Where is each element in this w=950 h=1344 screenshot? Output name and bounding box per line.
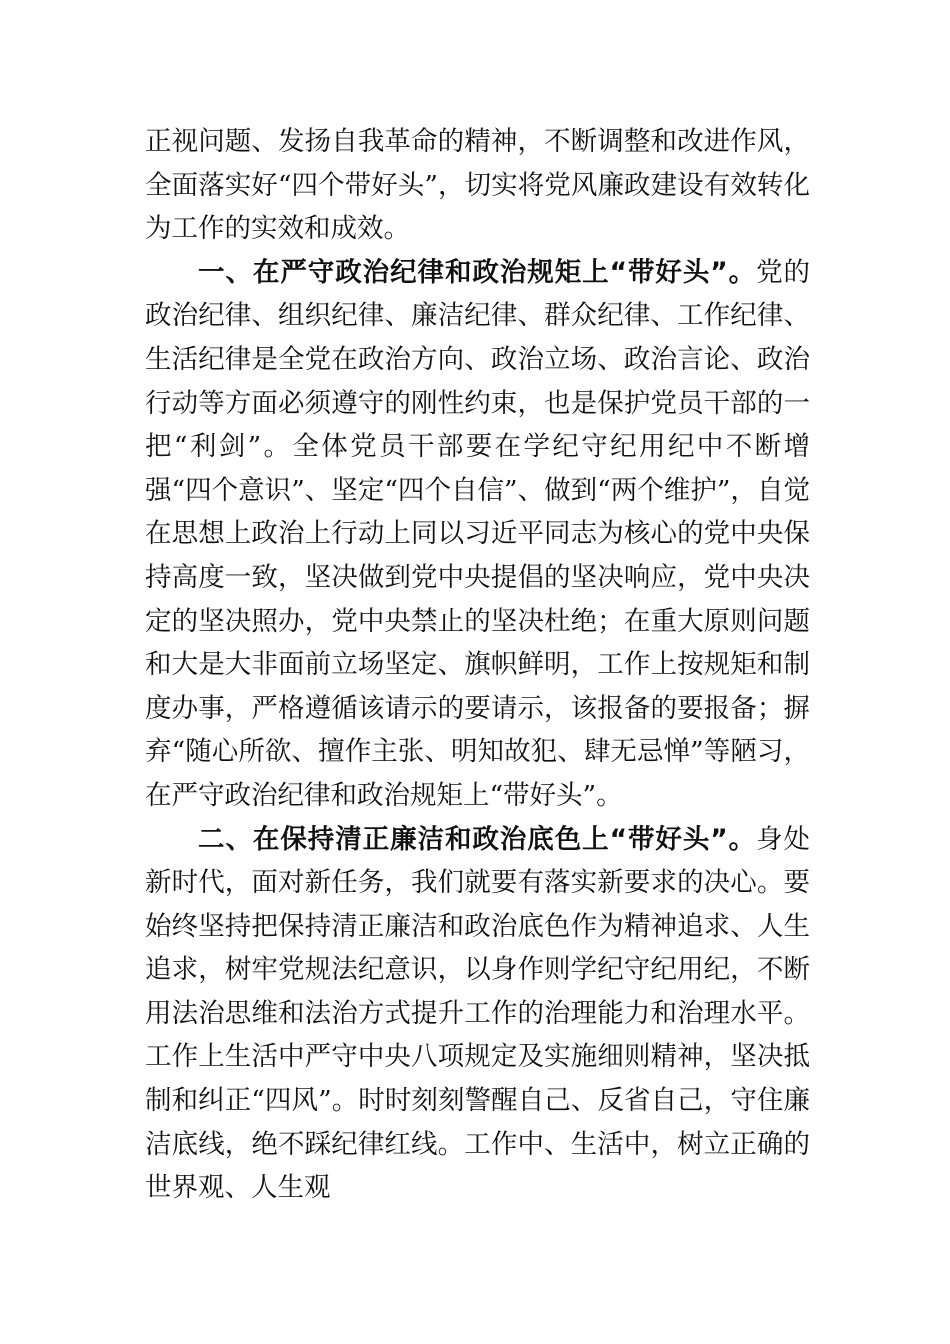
paragraph-continuation (145, 120, 810, 251)
paragraph-text: 党的政治纪律、组织纪律、廉洁纪律、群众纪律、工作纪律、生活纪律是全党在政治方向、政治立场、政治言论、政治行动等方面必须遵守的刚性约束，也是保护党员干部的一把“利剑”。全体党员干部要在学纪守纪用纪中不断增强“四个意识”、坚定“四个自信”、做到“两个维护”，自觉在思想上政治上行动上同以习近平同志为核心的党中央保持高度一致，坚决做到党中央提倡的坚决响应，党中央决定的坚决照办，党中央禁止的坚决杜绝；在重大原则问题和大是大非面前立场坚定、旗帜鲜明，工作上按规矩和制度办事，严格遵循该请示的要请示，该报备的要报备；摒弃“随心所欲、擅作主张、明知故犯、肆无忌惮”等陋习，在严守政治纪律和政治规矩上“带好头”。 (145, 256, 811, 811)
paragraph-section-one (145, 251, 810, 818)
paragraph-section-two (145, 818, 810, 1210)
section-heading: 一、在严守政治纪律和政治规矩上“带好头”。 (198, 256, 757, 288)
document-body (145, 120, 810, 1210)
paragraph-text: 正视问题、发扬自我革命的精神，不断调整和改进作风，全面落实好“四个带好头”，切实将党风廉政建设有效转化为工作的实效和成效。 (145, 126, 810, 245)
section-heading: 二、在保持清正廉洁和政治底色上“带好头”。 (198, 823, 757, 855)
paragraph-text: 身处新时代，面对新任务，我们就要有落实新要求的决心。要始终坚持把保持清正廉洁和政治底色作为精神追求、人生追求，树牢党规法纪意识，以身作则学纪守纪用纪，不断用法治思维和法治方式提升工作的治理能力和治理水平。工作上生活中严守中央八项规定及实施细则精神，坚决抵制和纠正“四风”。时时刻刻警醒自己、反省自己，守住廉洁底线，绝不踩纪律红线。工作中、生活中，树立正确的世界观、人生观 (145, 823, 811, 1204)
